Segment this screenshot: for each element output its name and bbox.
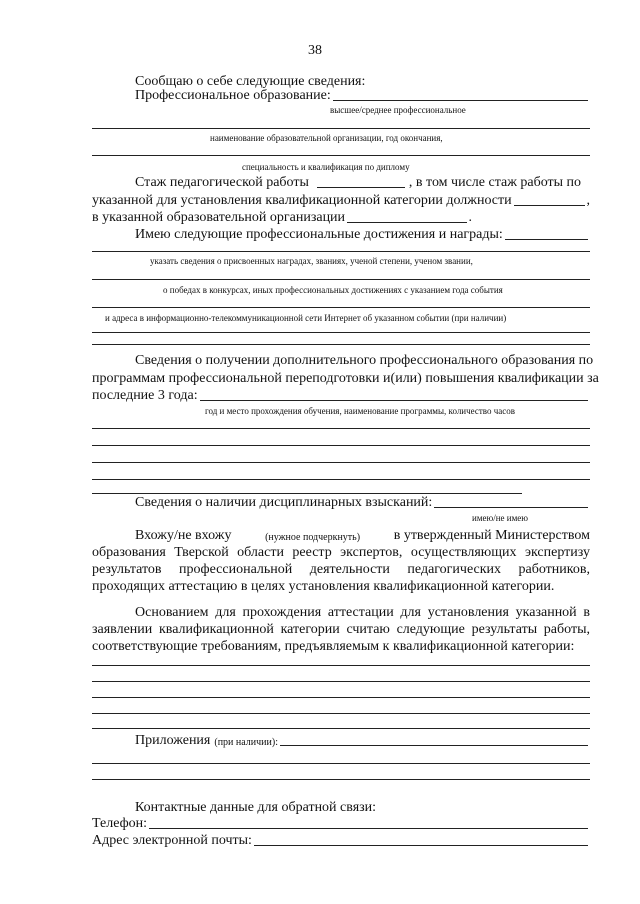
additional-edu-line-d[interactable] bbox=[92, 479, 590, 480]
experience-org-input[interactable] bbox=[347, 222, 466, 223]
contests-hint: о победах в конкурсах, иных профессиональных достижениях с указанием года события bbox=[163, 285, 503, 295]
registry-line-4: проходящих аттестацию в целях установления квалификационной категории. bbox=[92, 579, 555, 594]
registry-row-1 bbox=[135, 528, 590, 544]
additional-edu-hint: год и место прохождения обучения, наименование программы, количество часов bbox=[205, 406, 516, 416]
attachments-note: (при наличии): bbox=[214, 737, 278, 748]
registry-line-3: результатов профессиональной деятельности педагогических работников, bbox=[92, 562, 590, 577]
basis-line-b[interactable] bbox=[92, 681, 590, 682]
attachments-input[interactable] bbox=[280, 745, 588, 746]
basis-line-e[interactable] bbox=[92, 728, 590, 729]
experience-total-input[interactable] bbox=[317, 187, 405, 188]
email-row bbox=[92, 833, 590, 849]
additional-edu-input[interactable] bbox=[200, 400, 588, 401]
additional-edu-label: последние 3 года: bbox=[92, 388, 198, 403]
achievements-line-1[interactable] bbox=[92, 251, 590, 252]
awards-hint: указать сведения о присвоенных наградах, званиях, ученой степени, ученом звании, bbox=[150, 256, 473, 266]
org-input[interactable] bbox=[92, 128, 590, 129]
additional-edu-line-1: Сведения о получении дополнительного профессионального образования по bbox=[135, 353, 594, 368]
basis-line-a[interactable] bbox=[92, 665, 590, 666]
experience-position-label: указанной для установления квалификационной категории должности bbox=[92, 193, 512, 208]
additional-edu-line-2: программам профессиональной переподготовки и(или) повышения квалификации за bbox=[92, 371, 599, 386]
experience-label-cont: , в том числе стаж работы по bbox=[408, 175, 582, 190]
basis-line-1: Основанием для прохождения аттестации для установления указанной в bbox=[135, 605, 590, 620]
education-row bbox=[135, 88, 590, 104]
disciplinary-label: Сведения о наличии дисциплинарных взысканий: bbox=[135, 495, 433, 510]
phone-row bbox=[92, 816, 590, 832]
experience-row-3: в указанной образовательной организации . bbox=[92, 210, 472, 225]
email-input[interactable] bbox=[254, 845, 588, 846]
disciplinary-hint: имею/не имею bbox=[472, 513, 529, 523]
org-hint: наименование образовательной организации, год окончания, bbox=[210, 133, 443, 143]
experience-label: Стаж педагогической работы bbox=[135, 175, 309, 190]
experience-row-2: указанной для установления квалификационной категории должности , bbox=[92, 193, 590, 208]
additional-edu-line-a[interactable] bbox=[92, 428, 590, 429]
phone-label: Телефон: bbox=[92, 816, 148, 831]
additional-edu-row-3 bbox=[92, 388, 590, 404]
additional-edu-line-c[interactable] bbox=[92, 462, 590, 463]
disciplinary-row bbox=[135, 495, 590, 511]
registry-note: (нужное подчеркнуть) bbox=[265, 532, 361, 543]
registry-label: Вхожу/не вхожу bbox=[135, 528, 232, 543]
basis-line-2: заявлении квалификационной категории считаю следующие результаты работы, bbox=[92, 622, 590, 637]
disciplinary-input[interactable] bbox=[434, 507, 588, 508]
education-input[interactable] bbox=[333, 100, 588, 101]
achievements-input[interactable] bbox=[505, 239, 588, 240]
achievements-row bbox=[135, 227, 590, 243]
attachments-line-b[interactable] bbox=[92, 779, 590, 780]
email-label: Адрес электронной почты: bbox=[92, 833, 252, 848]
achievements-label: Имею следующие профессиональные достижения и награды: bbox=[135, 227, 503, 242]
experience-position-input[interactable] bbox=[514, 205, 585, 206]
additional-edu-line-e[interactable] bbox=[92, 493, 522, 494]
education-label: Профессиональное образование: bbox=[135, 88, 331, 103]
intro-text: Сообщаю о себе следующие сведения: bbox=[135, 74, 366, 89]
achievements-line-4[interactable] bbox=[92, 332, 590, 333]
experience-row-1 bbox=[135, 175, 590, 191]
experience-org-label: в указанной образовательной организации bbox=[92, 210, 346, 225]
registry-line-2: образования Тверской области реестр экспертов, осуществляющих экспертизу bbox=[92, 545, 590, 560]
address-hint: и адреса в информационно-телекоммуникационной сети Интернет об указанном событии (при наличии) bbox=[105, 313, 507, 323]
additional-edu-line-b[interactable] bbox=[92, 445, 590, 446]
basis-line-d[interactable] bbox=[92, 713, 590, 714]
attachments-line-a[interactable] bbox=[92, 763, 590, 764]
achievements-line-3[interactable] bbox=[92, 307, 590, 308]
phone-input[interactable] bbox=[149, 828, 588, 829]
basis-line-3: соответствующие требованиям, предъявляемым к квалификационной категории: bbox=[92, 639, 575, 654]
education-hint: высшее/среднее профессиональное bbox=[330, 105, 466, 115]
contacts-label: Контактные данные для обратной связи: bbox=[135, 800, 377, 815]
page-number: 38 bbox=[308, 43, 322, 58]
specialty-input[interactable] bbox=[92, 155, 590, 156]
achievements-line-2[interactable] bbox=[92, 279, 590, 280]
specialty-hint: специальность и квалификация по диплому bbox=[242, 162, 410, 172]
attachments-row bbox=[135, 733, 590, 749]
basis-line-c[interactable] bbox=[92, 697, 590, 698]
attachments-label: Приложения bbox=[135, 733, 211, 748]
achievements-line-5[interactable] bbox=[92, 344, 590, 345]
registry-label-cont: в утвержденный Министерством bbox=[393, 528, 590, 543]
